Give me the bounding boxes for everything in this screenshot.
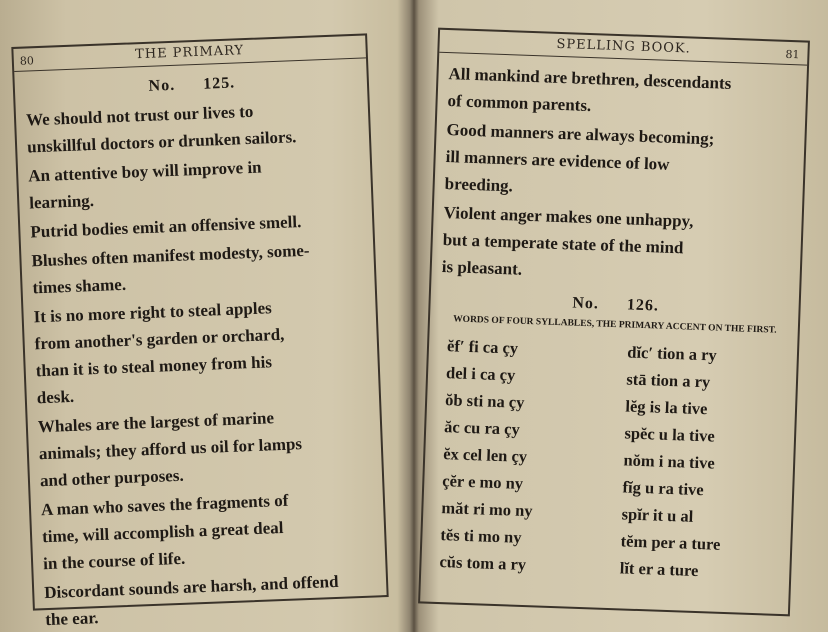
right-page-content (431, 60, 799, 587)
left-paragraphs (26, 94, 380, 632)
word-entry: dĭc′ tion a ry (627, 342, 718, 365)
word-entry: tĕm per a ture (620, 531, 721, 554)
right-page-number: 81 (785, 47, 800, 62)
text-line: and other purposes. (39, 465, 184, 491)
text-line: desk. (36, 386, 75, 408)
paragraph (441, 199, 794, 292)
lesson-no-value: 125. (202, 74, 236, 93)
text-line: We should not trust our lives to (25, 101, 254, 130)
word-entry: lĕg is la tive (625, 396, 708, 419)
left-page (0, 0, 408, 632)
text-line: the ear. (44, 608, 99, 630)
text-line: Good manners are always becoming; (446, 120, 715, 149)
left-page-content (25, 66, 380, 632)
right-running-head: SPELLING BOOK. (556, 36, 692, 57)
left-page-frame (11, 33, 388, 630)
word-column-left (439, 332, 601, 580)
left-page-number: 80 (19, 54, 35, 68)
word-entry: spĭr it u al (621, 504, 694, 526)
paragraph (37, 400, 374, 494)
text-line: times shame. (32, 274, 127, 298)
text-line: learning. (28, 190, 95, 213)
paragraph (447, 60, 799, 126)
lesson-no-label: No. (572, 294, 600, 313)
paragraph (33, 291, 371, 412)
text-line: Whales are the largest of marine (37, 408, 275, 437)
paragraph (41, 483, 378, 577)
text-line: An attentive boy will improve in (27, 157, 262, 186)
text-line: animals; they afford us oil for lamps (38, 434, 303, 464)
word-column-right (619, 338, 781, 586)
text-line: is pleasant. (441, 256, 523, 279)
word-entry: çĕr e mo ny (442, 471, 524, 493)
text-line: than it is to steal money from his (35, 352, 273, 381)
lesson-no-label: No. (148, 76, 176, 95)
word-entry: ăc cu ra çy (443, 417, 521, 439)
right-page-frame (418, 28, 810, 617)
text-line: breeding. (444, 174, 514, 196)
text-line: but a temperate state of the mind (442, 229, 684, 258)
text-line: It is no more right to steal apples (33, 298, 273, 327)
text-line: Blushes often manifest modesty, some- (31, 240, 310, 271)
text-line: of common parents. (447, 91, 592, 116)
text-line: time, will accomplish a great deal (41, 517, 284, 547)
text-line: Putrid bodies emit an offensive smell. (30, 212, 302, 242)
paragraph (26, 94, 362, 161)
text-line: A man who saves the fragments of (40, 490, 289, 520)
right-page (410, 0, 828, 632)
word-entry: del i ca çy (445, 363, 516, 385)
word-list-subheading: WORDS OF FOUR SYLLABLES, THE PRIMARY ACCENT ON THE FIRST. (452, 314, 777, 336)
word-entry: tĕs ti mo ny (440, 525, 522, 547)
right-paragraphs (441, 60, 798, 292)
word-entry: lĭt er a ture (619, 558, 699, 581)
paragraph (444, 116, 797, 209)
paragraph (28, 150, 364, 217)
word-entry: stā tion a ry (626, 369, 711, 392)
text-line: Violent anger makes one unhappy, (443, 202, 694, 231)
word-entry: ĕf′ fi ca çy (446, 336, 519, 358)
paragraph (31, 235, 367, 302)
word-entry: măt ri mo ny (441, 498, 533, 521)
text-line: ill manners are evidence of low (445, 147, 670, 174)
word-entry: ŏb sti na çy (444, 390, 525, 412)
word-entry: spĕc u la tive (624, 423, 716, 446)
word-entry: cŭs tom a ry (439, 552, 527, 575)
left-running-head: THE PRIMARY (134, 43, 245, 63)
text-line: All mankind are brethren, descendants (448, 64, 732, 93)
text-line: from another's garden or orchard, (34, 324, 285, 354)
text-line: in the course of life. (42, 548, 186, 574)
word-entry: nŏm i na tive (623, 450, 716, 473)
word-entry: ĕx cel len çy (442, 444, 528, 467)
text-line: Discordant sounds are harsh, and offend (43, 571, 339, 603)
text-line: unskillful doctors or drunken sailors. (26, 127, 297, 157)
word-entry: fĭg u ra tive (622, 477, 705, 500)
word-list (431, 332, 789, 587)
paragraph (44, 566, 380, 632)
lesson-no-value: 126. (626, 296, 660, 315)
